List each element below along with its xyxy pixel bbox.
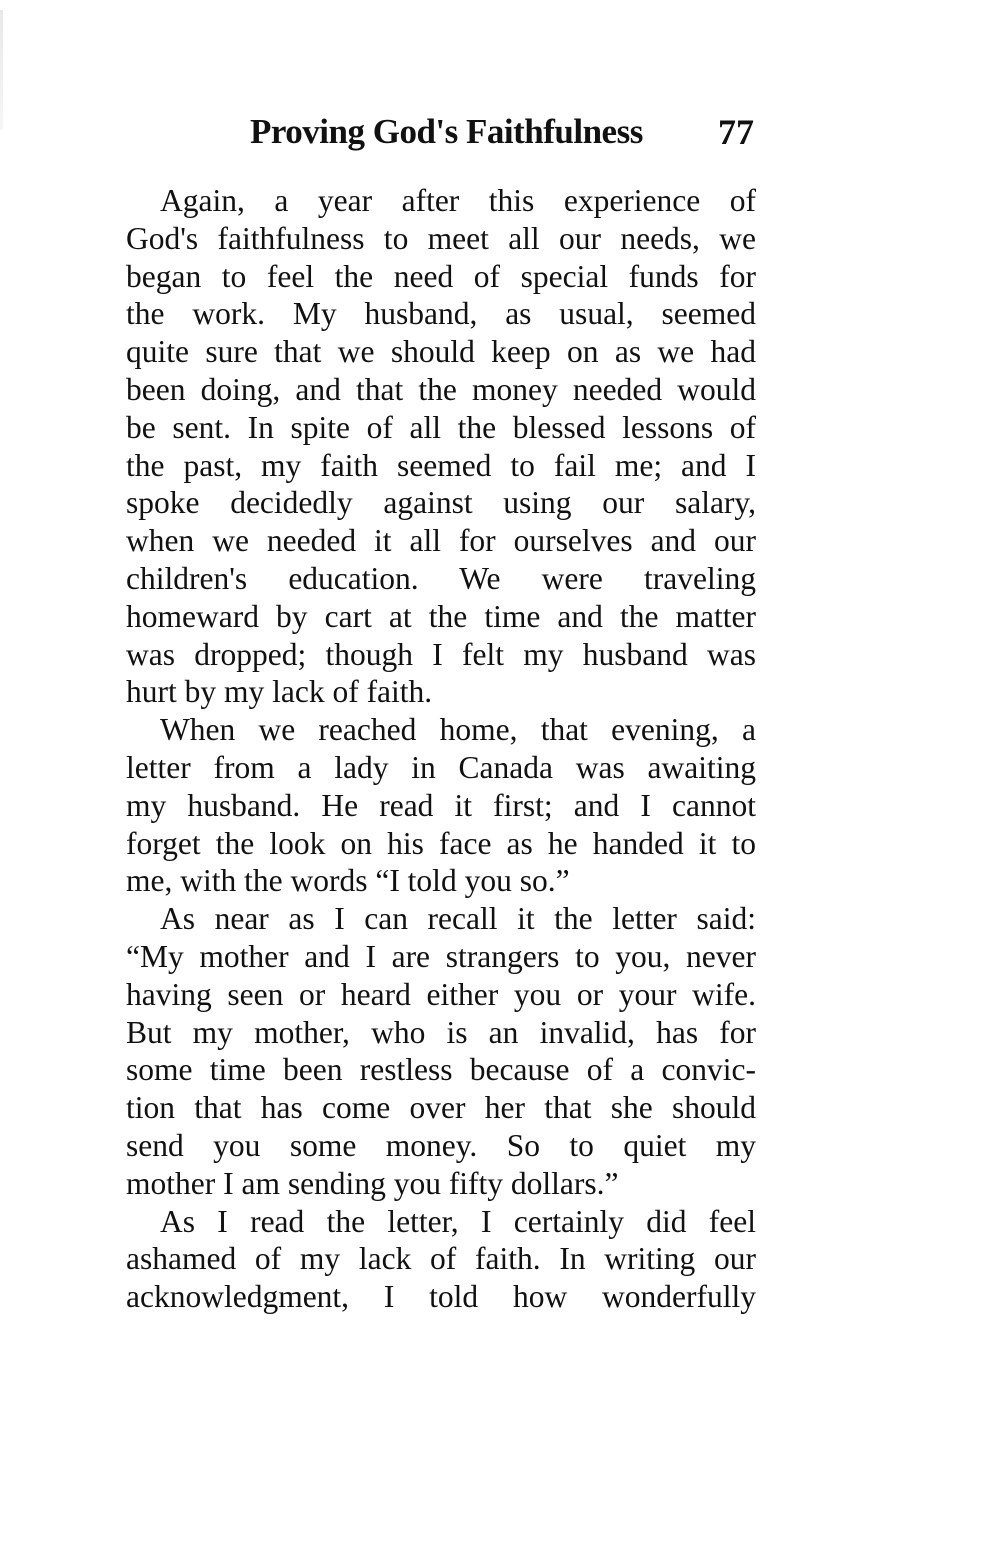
- page-header: [126, 108, 756, 156]
- text-line: been doing, and that the money needed would: [126, 371, 756, 407]
- text-line: acknowledgment, I told how wonderfully: [126, 1279, 756, 1315]
- text-line: some time been restless because of a convic-: [126, 1052, 756, 1088]
- text-line: As I read the letter, I certainly did feel: [160, 1203, 756, 1239]
- scan-edge-shadow: [0, 10, 3, 130]
- text-line: the past, my faith seemed to fail me; and I: [126, 447, 756, 483]
- text-line: Again, a year after this experience of: [160, 183, 756, 218]
- text-line: God's faithfulness to meet all our needs, we: [126, 220, 756, 256]
- text-line: me, with the words “I told you so.”: [126, 863, 570, 899]
- text-line: children's education. We were traveling: [126, 560, 756, 596]
- text-line: homeward by cart at the time and the matter: [126, 598, 756, 634]
- text-line: ashamed of my lack of faith. In writing our: [126, 1241, 756, 1277]
- text-line: mother I am sending you fifty dollars.”: [126, 1165, 619, 1201]
- text-line: be sent. In spite of all the blessed lessons of: [126, 409, 756, 445]
- text-line: letter from a lady in Canada was awaiting: [126, 749, 756, 785]
- running-title: Proving God's Faithfulness: [250, 112, 643, 151]
- body-text: [126, 182, 756, 1316]
- text-line: began to feel the need of special funds for: [126, 258, 756, 294]
- text-line: “My mother and I are strangers to you, never: [126, 938, 756, 974]
- text-line: When we reached home, that evening, a: [160, 712, 756, 748]
- text-line: when we needed it all for ourselves and our: [126, 523, 756, 559]
- text-line: having seen or heard either you or your wife.: [126, 976, 756, 1012]
- text-line: forget the look on his face as he handed it to: [126, 825, 756, 861]
- text-line: my husband. He read it first; and I cannot: [126, 787, 756, 823]
- text-line: quite sure that we should keep on as we had: [126, 334, 756, 370]
- text-line: As near as I can recall it the letter said:: [160, 901, 756, 937]
- text-line: But my mother, who is an invalid, has for: [126, 1014, 756, 1050]
- text-line: spoke decidedly against using our salary,: [126, 485, 756, 521]
- text-line: was dropped; though I felt my husband was: [126, 636, 756, 672]
- text-line: the work. My husband, as usual, seemed: [126, 296, 756, 332]
- text-line: send you some money. So to quiet my: [126, 1127, 756, 1163]
- text-line: hurt by my lack of faith.: [126, 674, 433, 710]
- text-line: tion that has come over her that she should: [126, 1090, 756, 1126]
- page-number: 77: [718, 112, 754, 152]
